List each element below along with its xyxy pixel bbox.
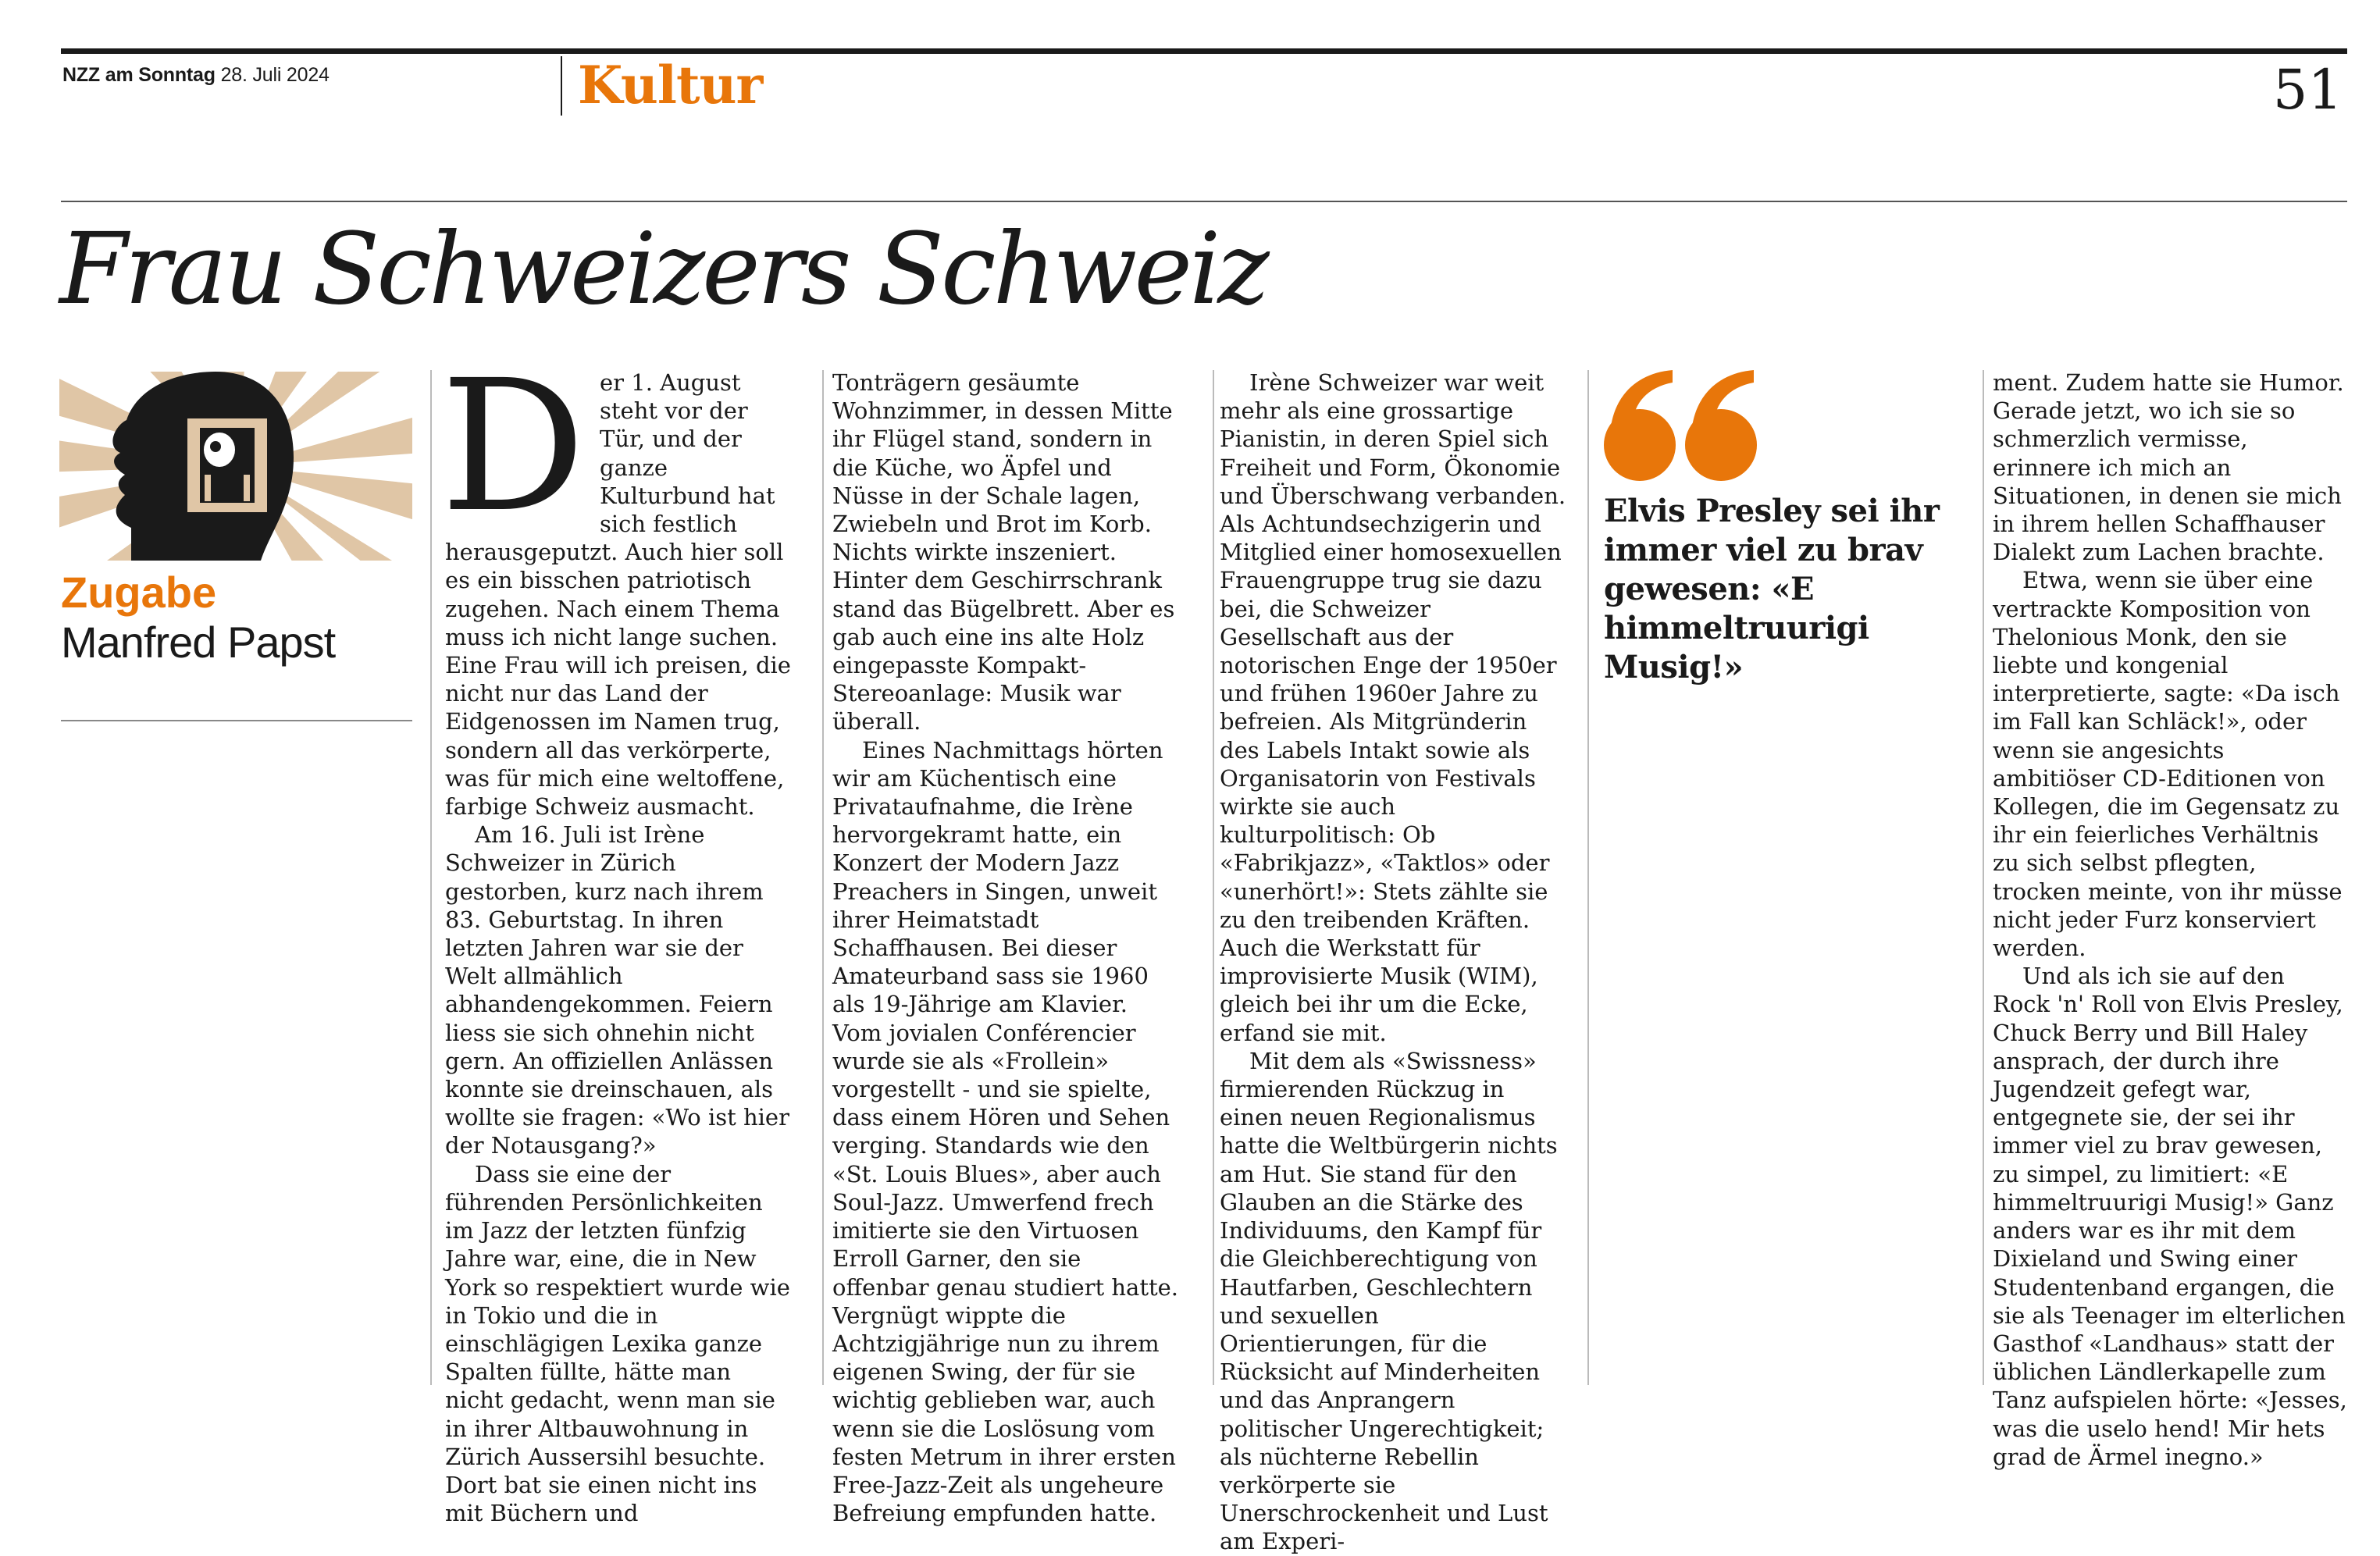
paragraph: ment. Zudem hatte sie Humor. Gerade jetzt, wo ich sie so schmerzlich vermisse, erinnere ich mich an Situationen, in denen sie mich in ihrem hellen Schaffhauser Dialekt zum Lachen brachte.	[1993, 369, 2344, 566]
article-column-5	[1993, 369, 2347, 1471]
paragraph: Und als ich sie auf den Rock 'n' Roll von Elvis Presley, Chuck Berry und Bill Haley ansprach, der durch ihre Jugendzeit gefegt war, entgegnete sie, der sei ihr immer viel zu brav gewesen, zu simpel, zu limitiert: «E himmeltruurigi Musig!» Ganz anders war es ihr mit dem Dixieland und Swing einer Studentenband ergangen, die sie als Teenager im elterlichen Gasthof «Landhaus» statt der üblichen Ländlerkapelle zum Tanz aufspielen hörte: «Jesses, was die uselo hend! Mir hets grad de Ärmel inegno.»	[1993, 963, 2347, 1470]
byline-rule	[61, 720, 412, 721]
masthead	[62, 64, 330, 87]
paragraph: Am 16. Juli ist Irène Schweizer in Zürich gestorben, kurz nach ihrem 83. Geburtstag. In ihren letzten Jahren war sie der Welt allmählich abhandengekommen. Feiern liess sie sich ohnehin nicht gern. An offiziellen Anlässen konnte sie dreinschauen, als wollte sie fragen: «Wo ist hier der Notausgang?»	[445, 821, 789, 1159]
masthead-divider	[561, 56, 562, 116]
quotation-mark-icon	[1601, 367, 1765, 484]
paragraph: Etwa, wenn sie über eine vertrackte Komposition von Thelonious Monk, den sie liebte und kongenial interpretierte, sagte: «Da isch im Fall kan Schläck!», oder wenn sie angesichts ambitiöser CD-Editionen von Kollegen, die im Gegensatz zu ihr ein feierliches Verhältnis zu sich selbst pflegten, trocken meinte, von ihr müsse nicht jeder Furz konserviert werden.	[1993, 567, 2343, 962]
article-column-3	[1220, 369, 1569, 1556]
section-label: Kultur	[578, 55, 763, 116]
paragraph: Eines Nachmittags hörten wir am Küchentisch eine Privataufnahme, die Irène hervorgekramt hatte, ein Konzert der Modern Jazz Preachers in Singen, unweit ihrer Heimatstadt Schaffhausen. Bei dieser Amateurband sass sie 1960 als 19-Jährige am Klavier. Vom jovialen Conférencier wurde sie als «Frollein» vorgestellt - und sie spielte, dass einem Hören und Sehen verging. Standards wie den «St. Louis Blues», aber auch Soul-Jazz. Umwerfend frech imitierte sie den Virtuosen Erroll Garner, den sie offenbar genau studiert hatte. Vergnügt wippte die Achtzigjährige nun zu ihrem eigenen Swing, der für sie wichtig geblieben war, auch wenn sie die Loslösung vom festen Metrum in ihrer ersten Free-Jazz-Zeit als ungeheure Befreiung empfunden hatte.	[832, 736, 1179, 1527]
page-number: 51	[2272, 58, 2343, 122]
paragraph: Tonträgern gesäumte Wohnzimmer, in dessen Mitte ihr Flügel stand, sondern in die Küche, wo Äpfel und Nüsse in der Schale lagen, Zwiebeln und Brot im Korb. Nichts wirkte inszeniert. Hinter dem Geschirrschrank stand das Bügelbrett. Aber es gab auch eine ins alte Holz eingepasste Kompakt-Stereoanlage: Musik war überall.	[832, 369, 1175, 735]
paragraph: Mit dem als «Swissness» firmierenden Rückzug in einen neuen Regionalismus hatte die Weltbürgerin nichts am Hut. Sie stand für den Glauben an die Stärke des Individuums, den Kampf für die Gleichberechtigung von Hautfarben, Geschlechtern und sexuellen Orientierungen, für die Rücksicht auf Minderheiten und das Anprangern politischer Ungerechtigkeit; als nüchterne Rebellin verkörperte sie Unerschrockenheit und Lust am Experi-	[1220, 1047, 1558, 1555]
paragraph: Irène Schweizer war weit mehr als eine grossartige Pianistin, in deren Spiel sich Freiheit und Form, Ökonomie und Überschwang verbanden. Als Achtundsechzigerin und Mitglied einer homosexuellen Frauengruppe trug sie dazu bei, die Schweizer Gesellschaft aus der notorischen Enge der 1950er und frühen 1960er Jahre zu befreien. Als Mitgründerin des Labels Intakt sowie als Organisatorin von Festivals wirkte sie auch kulturpolitisch: Ob «Fabrikjazz», «Taktlos» oder «unerhört!»: Stets zählte sie zu den treibenden Kräften. Auch die Werkstatt für improvisierte Musik (WIM), gleich bei ihr um die Ecke, erfand sie mit.	[1220, 369, 1566, 1046]
paragraph: Dass sie eine der führenden Persönlichkeiten im Jazz der letzten fünfzig Jahre war, eine, die in New York so respektiert wurde wie in Tokio und die in einschlägigen Lexika ganze Spalten füllte, hätte man nicht gedacht, wenn man sie in ihrer Altbauwohnung in Zürich Aussersihl besuchte. Dort bat sie einen nicht ins mit Büchern und	[445, 1160, 790, 1527]
pull-quote: Elvis Presley sei ihr immer viel zu brav gewesen: «E himmeltruurigi Musig!»	[1604, 493, 1940, 685]
header-rule	[61, 201, 2347, 202]
head-silhouette-icon	[59, 372, 412, 561]
column-divider	[1983, 370, 1984, 1385]
author-byline: Manfred Papst	[61, 618, 336, 667]
column-divider	[822, 370, 824, 1385]
column-kicker: Zugabe	[61, 568, 217, 617]
article-column-2	[832, 369, 1182, 1527]
article-title: Frau Schweizers Schweiz	[59, 212, 1267, 326]
column-divider	[1587, 370, 1589, 1385]
column-divider	[1213, 370, 1214, 1385]
column-divider	[430, 370, 432, 1385]
article-column-1	[440, 341, 795, 1527]
drop-cap: D	[440, 341, 586, 552]
top-rule	[61, 48, 2347, 54]
paragraph: er 1. August steht vor der Tür, und der ganze Kulturbund hat sich festlich herausgeputzt. Auch hier soll es ein bisschen patriotisch zugehen. Nach einem Thema muss ich nicht lange suchen. Eine Frau will ich preisen, die nicht nur das Land der Eidgenossen im Namen trug, sondern all das verkörperte, was für mich eine weltoffene, farbige Schweiz ausmacht.	[445, 369, 791, 821]
paper-name: NZZ am Sonntag	[62, 64, 216, 86]
issue-date: 28. Juli 2024	[220, 64, 330, 86]
